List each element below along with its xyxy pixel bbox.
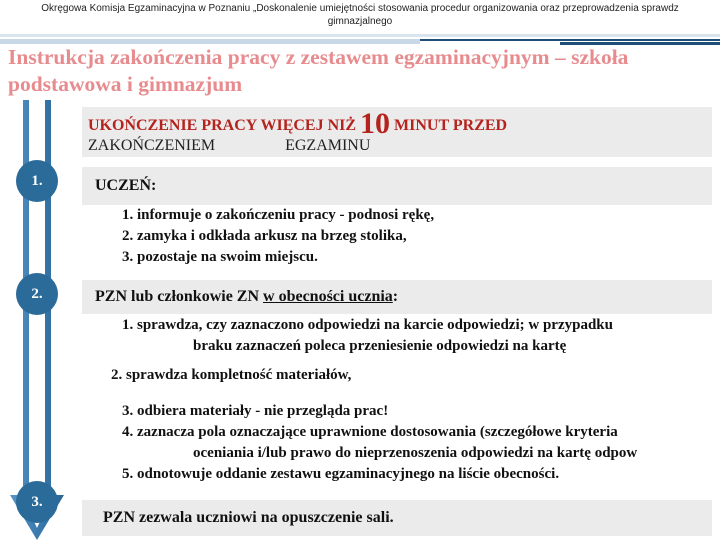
step-1-heading: UCZEŃ: [95, 177, 157, 194]
warning-part-2: MINUT PRZED [390, 117, 508, 134]
step-2-list-c [122, 401, 637, 485]
list-item: 3. odbiera materiały - nie przegląda prac! [122, 403, 389, 419]
step-2-heading-a: PZN lub członkowie ZN [95, 288, 264, 305]
presentation-header [0, 0, 720, 32]
warning-text [88, 107, 698, 155]
list-item: 2. zamyka i odkłada arkusz na brzeg stolika, [122, 228, 407, 244]
step-3-badge: 3. [16, 481, 58, 523]
header-line-2: gimnazjalnego [327, 16, 393, 27]
step-2-heading [95, 288, 398, 306]
warning-line-2a: ZAKOŃCZENIEM [88, 137, 216, 154]
warning-part-1: UKOŃCZENIE PRACY WIĘCEJ NIŻ [88, 117, 361, 134]
list-item: 1. sprawdza, czy zaznaczono odpowiedzi na karcie odpowiedzi; w przypadku [122, 317, 613, 333]
list-item: 2. sprawdza kompletność materiałów, [111, 367, 352, 383]
step-2-badge: 2. [16, 273, 58, 315]
list-item: 4. zaznacza pola oznaczające uprawnione dostosowania (szczegółowe kryteria [122, 424, 618, 440]
list-item-continuation: braku zaznaczeń poleca przeniesienie odpowiedzi na kartę [193, 338, 567, 354]
step-2-list-b [111, 365, 351, 386]
list-item: 3. pozostaje na swoim miejscu. [122, 249, 318, 265]
list-item: 5. odnotowuje oddanie zestawu egzaminacyjnego na liście obecności. [122, 466, 560, 482]
step-1-badge: 1. [16, 160, 58, 202]
warning-line-2b: EGZAMINU [285, 137, 371, 154]
step-1-box [82, 167, 712, 205]
step-3-heading: PZN zezwala uczniowi na opuszczenie sali. [103, 509, 394, 526]
step-2-heading-c: : [392, 288, 399, 305]
list-item-continuation: oceniania i/lub prawo do nieprzenoszenia odpowiedzi na kartę odpow [193, 445, 638, 461]
slide-title: Instrukcja zakończenia pracy z zestawem egzaminacyjnym – szkoła podstawowa i gimnazjum [8, 45, 629, 96]
step-1-list [122, 205, 434, 268]
list-item: 1. informuje o zakończeniu pracy - podnosi rękę, [122, 207, 435, 223]
step-2-heading-b: w obecności ucznia [263, 288, 393, 305]
step-2-list-a [122, 315, 613, 357]
warning-number: 10 [360, 107, 391, 140]
header-line-1: Okręgowa Komisja Egzaminacyjna w Poznaniu „Doskonalenie umiejętności stosowania procedur organizowania oraz przeprowadzenia sprawdz [41, 3, 679, 14]
